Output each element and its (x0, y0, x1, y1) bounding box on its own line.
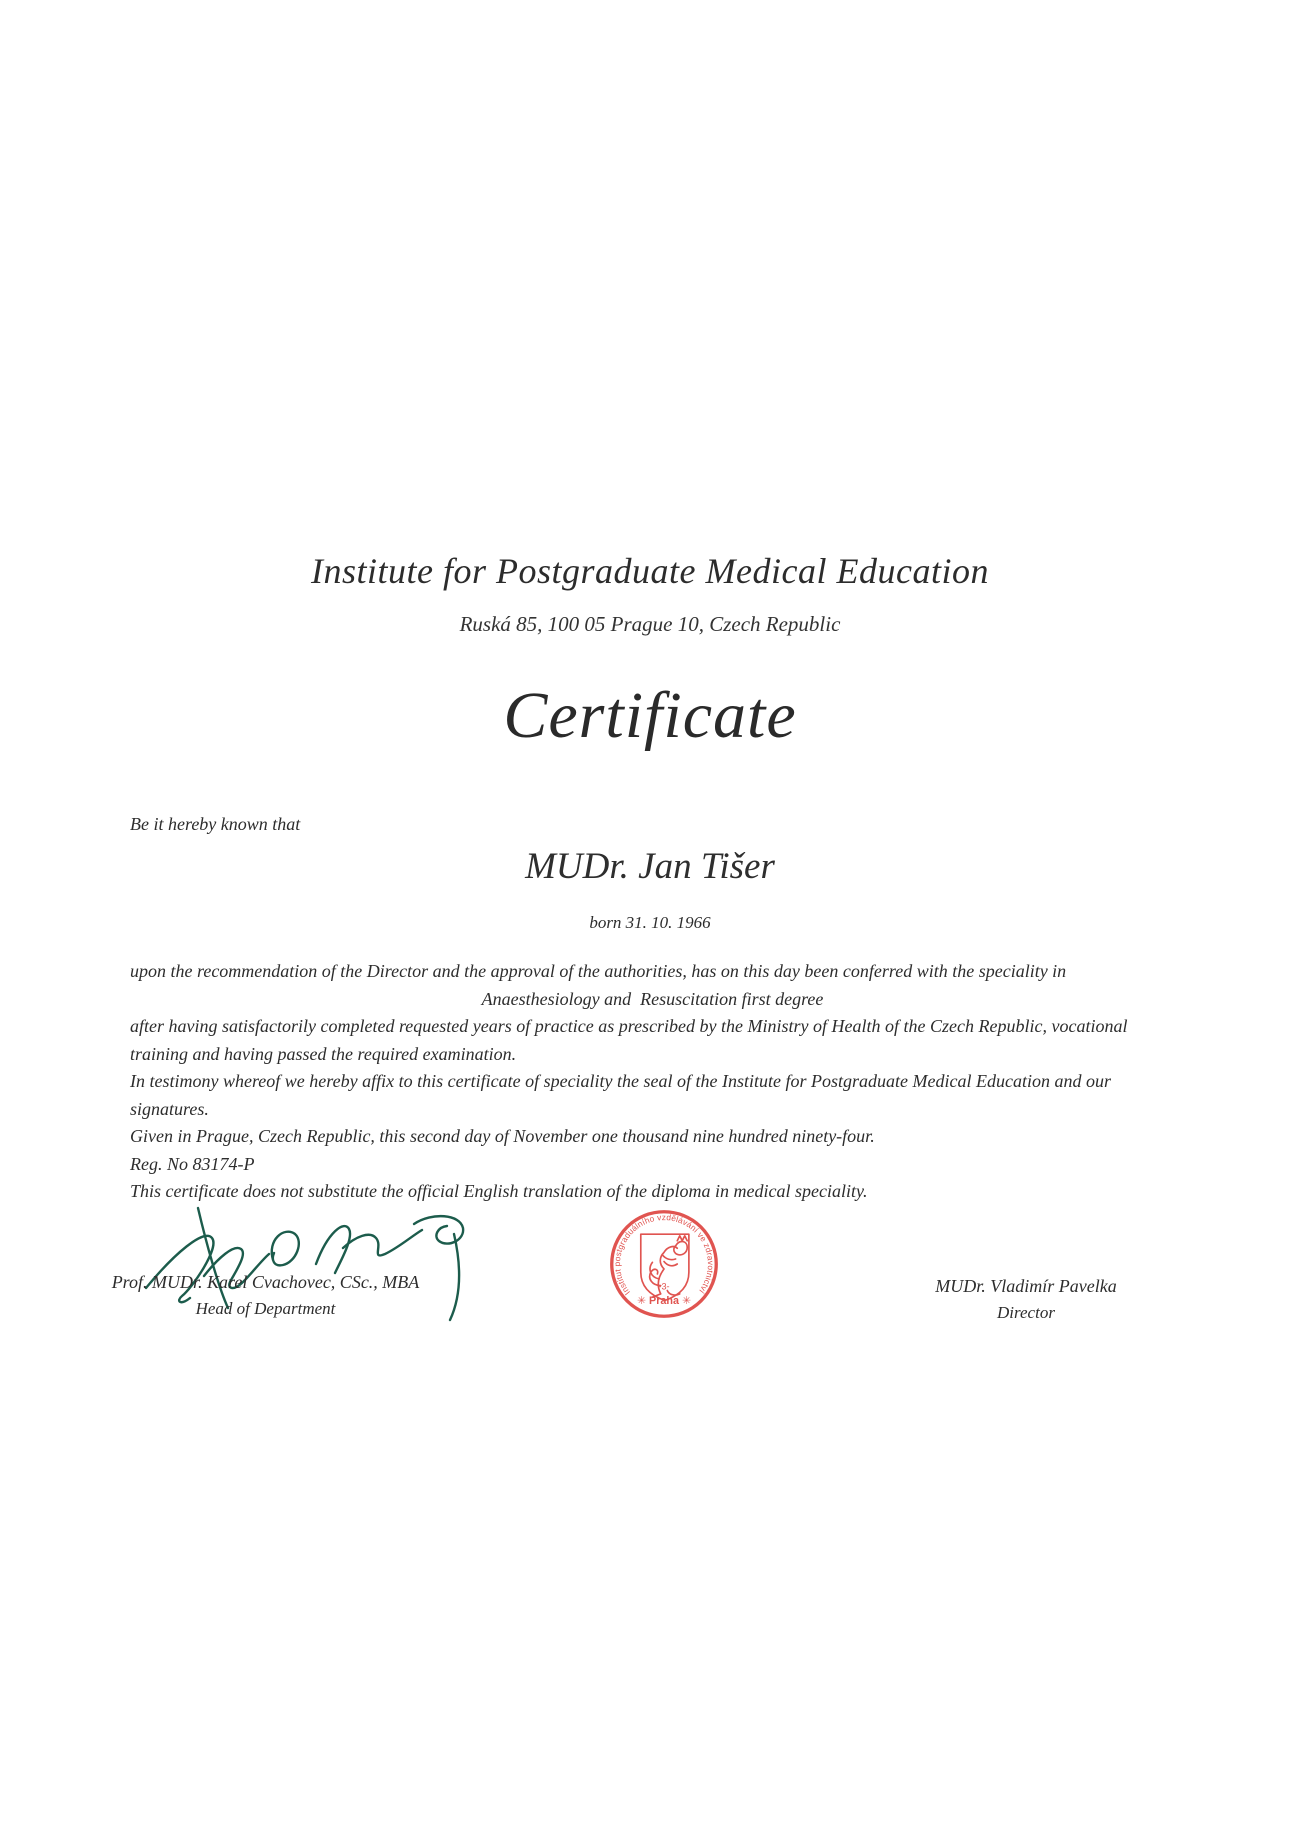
body-line-conferral: upon the recommendation of the Director and the approval of the authorities, has on this day been conferred with the speciality in (130, 961, 1067, 981)
seal-city-text: ✳ Praha ✳ (637, 1294, 691, 1307)
left-signatory-block (98, 1272, 433, 1319)
intro-line: Be it hereby known that (130, 814, 301, 834)
seal-number-text: -3- (658, 1281, 670, 1292)
right-signatory-title: Director (997, 1303, 1055, 1322)
institute-name: Institute for Postgraduate Medical Education (311, 551, 989, 591)
recipient-name: MUDr. Jan Tišer (525, 846, 775, 887)
left-signatory-title: Head of Department (195, 1299, 336, 1318)
body-line-testimony-2: signatures. (130, 1098, 209, 1119)
body-line-completion-1: after having satisfactorily completed requested years of practice as prescribed by the Ministry of Health of the Czech Republic, vocational (130, 1016, 1128, 1036)
body-line-reg-no: Reg. No 83174-P (130, 1153, 255, 1174)
right-signatory-name: MUDr. Vladimír Pavelka (935, 1276, 1117, 1296)
body-line-disclaimer: This certificate does not substitute the official English translation of the diploma in medical speciality. (130, 1181, 868, 1201)
recipient-birthdate: born 31. 10. 1966 (589, 913, 711, 932)
body-text-block (130, 958, 1175, 1206)
seal-ring-text: Institut postgraduálního vzdělávání ve zdravotnictví (612, 1212, 716, 1298)
institute-address: Ruská 85, 100 05 Prague 10, Czech Republic (459, 612, 841, 636)
right-signatory-block (896, 1276, 1156, 1323)
institute-seal-icon (596, 1196, 732, 1332)
body-line-given: Given in Prague, Czech Republic, this second day of November one thousand nine hundred ninety-four. (130, 1126, 875, 1146)
certificate-title: Certificate (503, 679, 797, 752)
body-line-speciality: Anaesthesiology and Resuscitation first degree (481, 988, 824, 1009)
body-line-testimony-1: In testimony whereof we hereby affix to this certificate of speciality the seal of the Institute for Postgraduate Medical Education and our (130, 1071, 1111, 1091)
left-signatory-name: Prof. MUDr. Karel Cvachovec, CSc., MBA (111, 1272, 420, 1292)
body-line-completion-2: training and having passed the required examination. (130, 1043, 517, 1064)
